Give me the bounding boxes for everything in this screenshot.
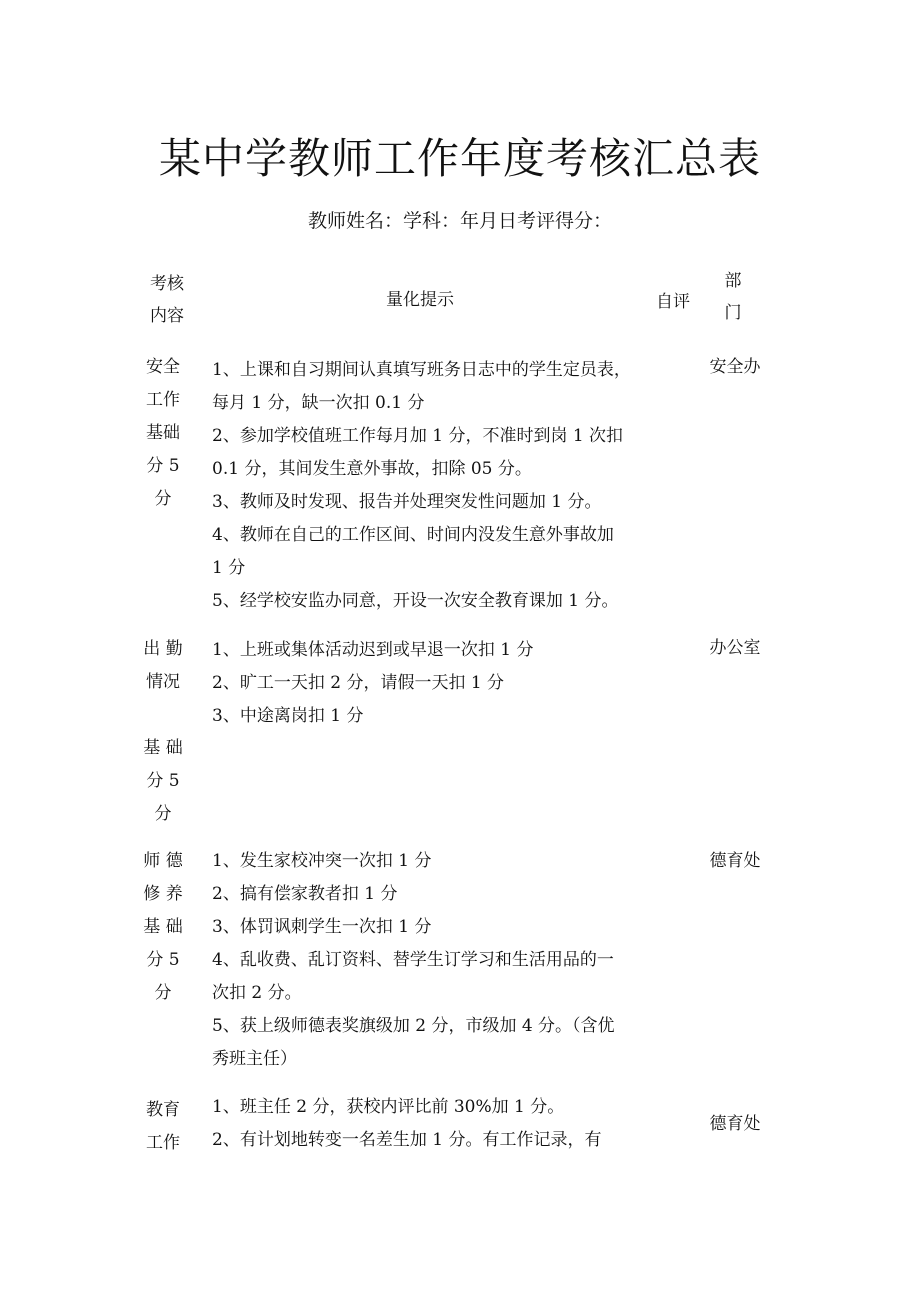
rule-line: 1、上班或集体活动迟到或早退一次扣 1 分 — [212, 640, 534, 660]
category-line — [136, 699, 190, 732]
category-line: 出 勤 — [143, 639, 183, 659]
section-dept: 德育处 — [709, 1114, 761, 1134]
header-self: 自评 — [656, 292, 690, 312]
rule-line: 5、经学校安监办同意，开设一次安全教育课加 1 分。 — [212, 591, 619, 611]
rule-line: 1、班主任 2 分，获校内评比前 30%加 1 分。 — [212, 1097, 565, 1117]
rule-line: 3、体罚讽刺学生一次扣 1 分 — [212, 917, 432, 937]
rule-line: 4、乱收费、乱订资料、替学生订学习和生活用品的一 — [212, 950, 614, 970]
category-line: 安全 — [146, 357, 180, 377]
rule-line: 2、旷工一天扣 2 分，请假一天扣 1 分 — [212, 673, 505, 693]
category-line: 师 德 — [143, 851, 183, 871]
header-category-line: 考核 — [150, 274, 184, 294]
section-rules — [212, 354, 652, 618]
rule-line: 0.1 分，其间发生意外事故，扣除 05 分。 — [212, 459, 532, 479]
section-rules — [212, 1091, 652, 1157]
document-subtitle: 教师姓名：学科：年月日考评得分： — [307, 210, 612, 232]
section-dept: 办公室 — [709, 638, 761, 658]
section-rules — [212, 634, 652, 733]
rule-line: 3、中途离岗扣 1 分 — [212, 706, 364, 726]
category-line: 教育 — [146, 1100, 180, 1120]
header-category-line: 内容 — [150, 306, 184, 326]
category-line: 基 础 — [143, 738, 183, 758]
category-line: 工作 — [146, 390, 180, 410]
category-line: 基础 — [146, 423, 180, 443]
section-category — [136, 351, 190, 516]
rule-line: 1、发生家校冲突一次扣 1 分 — [212, 851, 432, 871]
rule-line: 1、上课和自习期间认真填写班务日志中的学生定员表， — [212, 360, 631, 380]
rule-line: 每月 1 分，缺一次扣 0.1 分 — [212, 393, 425, 413]
section-category — [136, 633, 190, 831]
category-line: 修 养 — [143, 884, 183, 904]
header-category — [142, 268, 192, 332]
category-line: 分 — [154, 983, 172, 1003]
document-title: 某中学教师工作年度考核汇总表 — [158, 134, 761, 183]
section-category — [136, 1094, 190, 1160]
header-quant: 量化提示 — [386, 290, 454, 310]
category-line: 基 础 — [143, 917, 183, 937]
rule-line: 4、教师在自己的工作区间、时间内没发生意外事故加 — [212, 525, 614, 545]
rule-line: 3、教师及时发现、报告并处理突发性问题加 1 分。 — [212, 492, 602, 512]
rule-line: 秀班主任） — [212, 1049, 297, 1069]
category-line: 分 5 — [146, 771, 180, 791]
category-line: 分 5 — [146, 456, 180, 476]
section-category — [136, 845, 190, 1010]
category-line: 分 — [154, 489, 172, 509]
section-rules — [212, 845, 652, 1076]
category-line: 分 5 — [146, 950, 180, 970]
header-dept-line: 门 — [724, 303, 742, 323]
rule-line: 2、搞有偿家教者扣 1 分 — [212, 884, 398, 904]
rule-line: 2、有计划地转变一名差生加 1 分。有工作记录，有 — [212, 1130, 602, 1150]
header-dept-line: 部 — [724, 271, 742, 291]
category-line: 工作 — [146, 1133, 180, 1153]
category-line: 分 — [154, 804, 172, 824]
rule-line: 2、参加学校值班工作每月加 1 分，不准时到岗 1 次扣 — [212, 426, 624, 446]
rule-line: 1 分 — [212, 558, 246, 578]
section-dept: 安全办 — [709, 357, 761, 377]
header-dept — [718, 265, 748, 329]
rule-line: 5、获上级师德表奖旗级加 2 分，市级加 4 分。（含优 — [212, 1016, 615, 1036]
section-dept: 德育处 — [709, 851, 761, 871]
category-line: 情况 — [146, 672, 180, 692]
rule-line: 次扣 2 分。 — [212, 983, 302, 1003]
